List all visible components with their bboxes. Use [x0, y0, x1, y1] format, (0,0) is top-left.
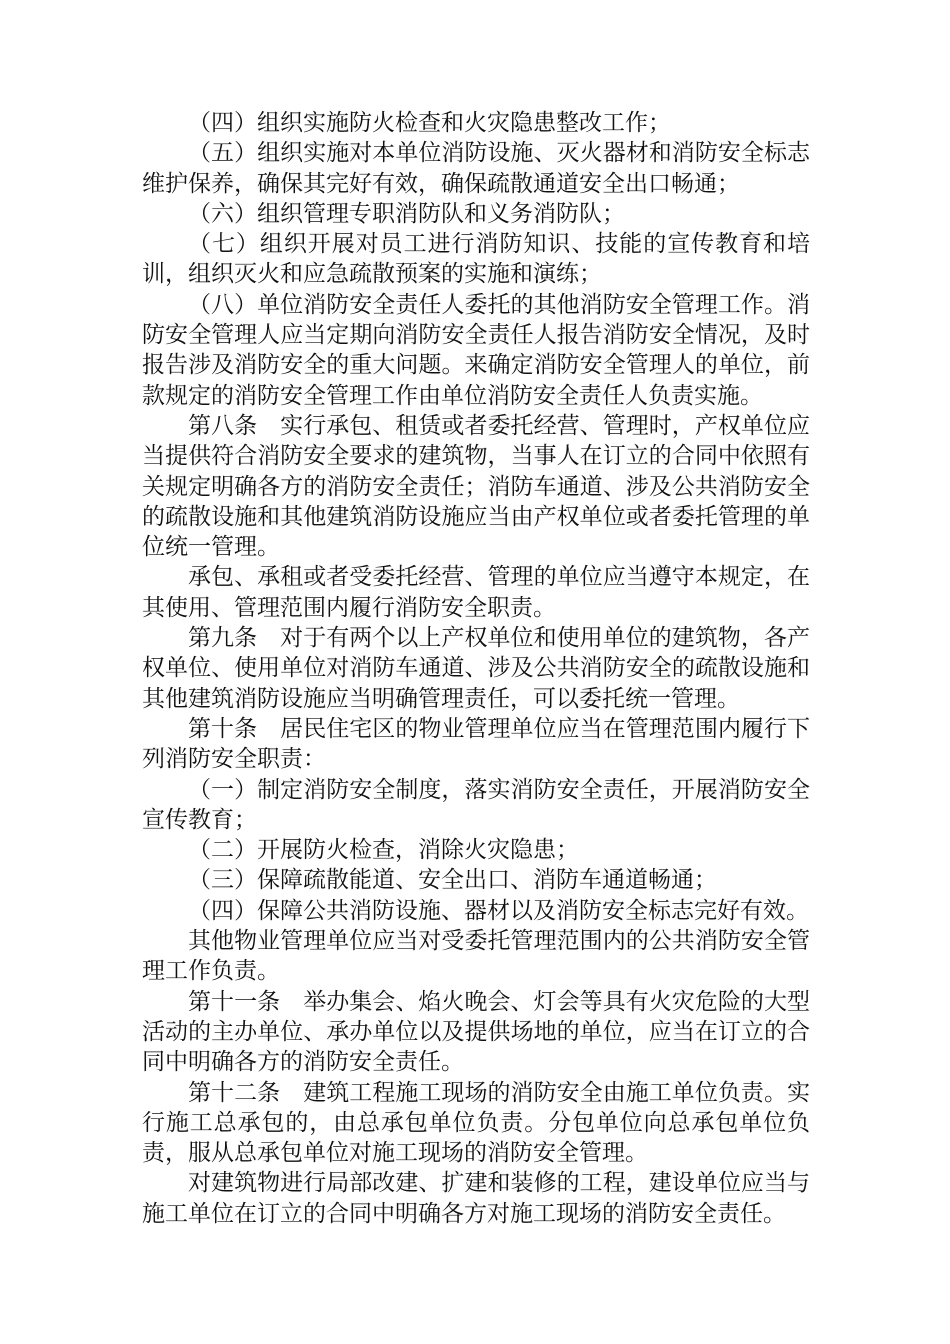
article-9: 第九条 对于有两个以上产权单位和使用单位的建筑物，各产权单位、使用单位对消防车通道、涉及公共消防安全的疏散设施和其他建筑消防设施应当明确管理责任，可以委托统一管理。	[142, 625, 810, 712]
paragraph-item-5: （五）组织实施对本单位消防设施、灭火器材和消防安全标志维护保养，确保其完好有效，确保疏散通道安全出口畅通；	[142, 140, 810, 197]
article-10-paragraph-2: 其他物业管理单位应当对受委托管理范围内的公共消防安全管理工作负责。	[142, 928, 810, 985]
article-12: 第十二条 建筑工程施工现场的消防安全由施工单位负责。实行施工总承包的，由总承包单位负责。分包单位向总承包单位负责，服从总承包单位对施工现场的消防安全管理。	[142, 1079, 810, 1167]
article-8: 第八条 实行承包、租赁或者委托经营、管理时，产权单位应当提供符合消防安全要求的建筑物，当事人在订立的合同中依照有关规定明确各方的消防安全责任；消防车通道、涉及公共消防安全的疏散设施和其他建筑消防设施应当由产权单位或者委托管理的单位统一管理。	[142, 412, 810, 561]
paragraph-item-7: （七）组织开展对员工进行消防知识、技能的宣传教育和培训，组织灭火和应急疏散预案的实施和演练；	[142, 231, 810, 288]
paragraph-item-4: （四）组织实施防火检查和火灾隐患整改工作；	[188, 110, 671, 136]
article-10: 第十条 居民住宅区的物业管理单位应当在管理范围内履行下列消防安全职责：	[142, 715, 810, 773]
paragraph-item-6: （六）组织管理专职消防队和义务消防队；	[188, 200, 625, 227]
article-8-paragraph-2: 承包、承租或者受委托经营、管理的单位应当遵守本规定，在其使用、管理范围内履行消防安全职责。	[142, 564, 810, 621]
document-body	[142, 108, 810, 1229]
article-10-item-4: （四）保障公共消防设施、器材以及消防安全标志完好有效。	[188, 897, 809, 924]
paragraph-item-8: （八）单位消防安全责任人委托的其他消防安全管理工作。消防安全管理人应当定期向消防安全责任人报告消防安全情况，及时报告涉及消防安全的重大问题。来确定消防安全管理人的单位，前款规定的消防安全管理工作由单位消防安全责任人负责实施。	[142, 291, 810, 409]
article-11: 第十一条 举办集会、焰火晚会、灯会等具有火灾危险的大型活动的主办单位、承办单位以及提供场地的单位，应当在订立的合同中明确各方的消防安全责任。	[142, 988, 810, 1076]
article-10-item-2: （二）开展防火检查，消除火灾隐患；	[188, 837, 579, 864]
article-12-paragraph-2: 对建筑物进行局部改建、扩建和装修的工程，建设单位应当与施工单位在订立的合同中明确各方对施工现场的消防安全责任。	[142, 1170, 810, 1227]
article-10-item-3: （三）保障疏散能道、安全出口、消防车通道畅通；	[188, 867, 717, 894]
article-10-item-1: （一）制定消防安全制度，落实消防安全责任，开展消防安全宣传教育；	[142, 776, 810, 833]
